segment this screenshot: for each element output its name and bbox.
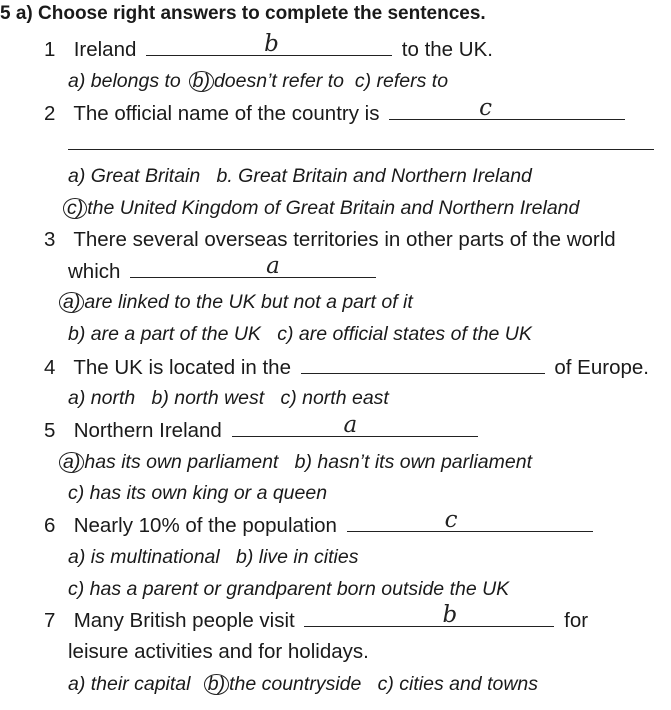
- question-stem: Nearly 10% of the population: [73, 514, 337, 537]
- question-stem-end: to the UK.: [401, 38, 493, 61]
- question-7: [44, 602, 589, 633]
- answer-blank[interactable]: [146, 31, 392, 57]
- option-a: a) north: [68, 387, 136, 409]
- option-b-text: doesn’t refer to: [213, 70, 345, 92]
- question-number: 7: [44, 609, 56, 632]
- question-2: [44, 95, 629, 126]
- question-7-line2: [68, 640, 369, 664]
- question-number: 4: [44, 356, 56, 379]
- option-b: b) live in cities: [236, 546, 359, 568]
- circled-option-b: b): [204, 674, 229, 695]
- options-q7: [68, 672, 538, 696]
- answer-blank[interactable]: [130, 253, 376, 279]
- circled-option-b: b): [189, 71, 214, 92]
- question-stem: There several overseas territories in other parts of the world: [73, 228, 616, 251]
- options-q1: [68, 69, 448, 93]
- answer-blank[interactable]: [232, 412, 478, 438]
- handwritten-answer: a: [266, 253, 280, 279]
- answer-blank[interactable]: [301, 355, 545, 374]
- options-q6: [68, 545, 358, 569]
- option-c: c) refers to: [354, 70, 449, 92]
- question-stem: The official name of the country is: [73, 102, 380, 125]
- circled-option-a: a): [59, 452, 84, 473]
- question-number: 5: [44, 419, 56, 442]
- option-a-text: has its own parliament: [84, 451, 279, 473]
- question-5: [44, 412, 482, 443]
- option-a-text: are linked to the UK but not a part of it: [84, 291, 413, 313]
- option-c: c) cities and towns: [377, 673, 539, 695]
- options-q3-line2: [68, 322, 532, 346]
- question-stem: The UK is located in the: [73, 356, 291, 379]
- question-3: [44, 228, 616, 252]
- option-b-text: the countryside: [229, 673, 362, 695]
- option-b: b) north west: [151, 387, 265, 409]
- handwritten-answer: a: [343, 412, 358, 438]
- options-q5: [62, 450, 532, 474]
- question-stem-cont: which: [68, 260, 121, 283]
- option-c: c) north east: [280, 387, 389, 409]
- circled-option-a: a): [59, 292, 84, 313]
- option-a: a) belongs to: [68, 70, 181, 92]
- question-6: [44, 507, 597, 538]
- question-number: 2: [44, 102, 56, 125]
- option-c: c) are official states of the UK: [277, 323, 532, 345]
- question-stem: Many British people visit: [73, 609, 295, 632]
- answer-continuation-line: [68, 149, 654, 150]
- option-c-text: the United Kingdom of Great Britain and Northern Ireland: [87, 197, 580, 219]
- options-q5-line2: [68, 481, 327, 505]
- handwritten-answer: b: [442, 602, 458, 628]
- handwritten-answer: c: [479, 95, 493, 121]
- question-1: [44, 31, 493, 62]
- options-q3: [62, 290, 413, 314]
- exercise-title: 5 a) Choose right answers to complete the sentences.: [0, 3, 486, 24]
- question-stem-end: of Europe.: [554, 356, 649, 379]
- option-a: a) their capital: [68, 673, 191, 695]
- question-stem: Northern Ireland: [73, 419, 222, 442]
- option-b: b) hasn’t its own parliament: [294, 451, 532, 473]
- option-b: b) are a part of the UK: [68, 323, 261, 345]
- question-stem-end: for: [564, 609, 589, 632]
- options-q4: [68, 386, 389, 410]
- question-3-line2: [68, 253, 380, 284]
- answer-blank[interactable]: [389, 95, 625, 121]
- option-b: b. Great Britain and Northern Ireland: [216, 165, 532, 187]
- question-number: 1: [44, 38, 56, 61]
- option-a: a) is multinational: [68, 546, 220, 568]
- option-c: c) has its own king or a queen: [68, 482, 328, 504]
- options-q2: [68, 164, 532, 188]
- question-number: 3: [44, 228, 56, 251]
- answer-blank[interactable]: [304, 602, 554, 628]
- option-c: c) has a parent or grandparent born outside the UK: [68, 578, 510, 600]
- question-stem: Ireland: [73, 38, 137, 61]
- circled-option-c: c): [63, 198, 87, 219]
- question-stem-cont: leisure activities and for holidays.: [68, 640, 369, 663]
- answer-blank[interactable]: [347, 507, 593, 533]
- handwritten-answer: c: [444, 507, 458, 533]
- question-number: 6: [44, 514, 56, 537]
- options-q2-line2: [66, 196, 579, 220]
- options-q6-line2: [68, 577, 509, 601]
- option-a: a) Great Britain: [68, 165, 201, 187]
- handwritten-answer: b: [264, 31, 279, 57]
- question-4: [44, 355, 649, 380]
